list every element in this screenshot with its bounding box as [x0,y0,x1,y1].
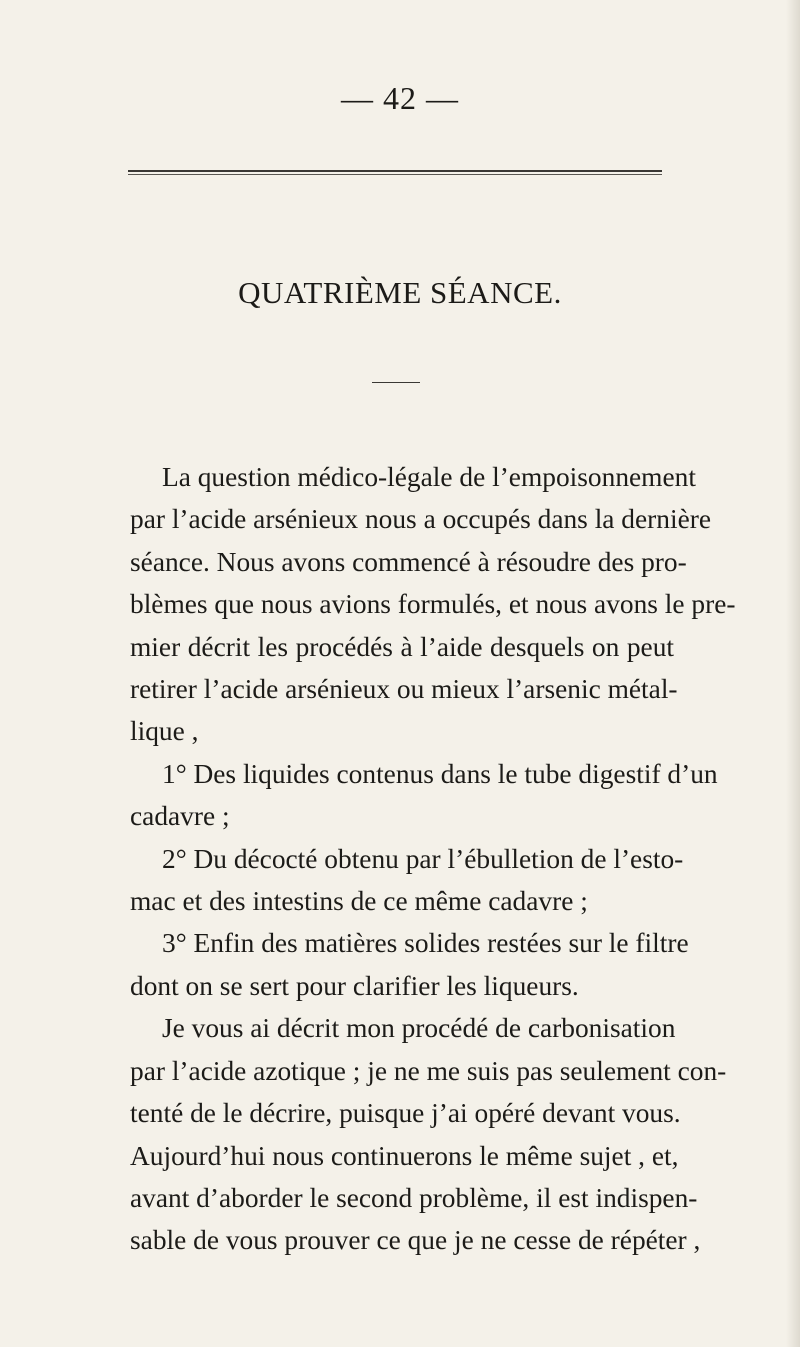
title-divider [372,382,420,383]
text-line: sable de vous prouver ce que je ne cesse de répéter , [130,1225,701,1256]
text-line: cadavre ; [130,801,230,832]
text-line: La question médico-légale de l’empoisonnement [162,462,696,492]
section-title: QUATRIÈME SÉANCE. [238,275,562,310]
text-line: lique , [130,716,199,747]
text-line: dont on se sert pour clarifier les liqueurs. [130,970,579,1001]
text-line: 3° Enfin des matières solides restées sur le filtre [162,928,689,959]
text-line: par l’acide azotique ; je ne me suis pas seulement con- [130,1055,727,1086]
text-line: Aujourd’hui nous continuerons le même sujet , et, [130,1140,679,1171]
text-line: 2° Du décocté obtenu par l’ébulletion de l’esto- [162,843,684,874]
text-line: avant d’aborder le second problème, il est indispen- [130,1182,698,1213]
text-line: 1° Des liquides contenus dans le tube digestif d’un [162,758,718,789]
header-rule [128,170,662,172]
page-number: — 42 — [341,80,459,116]
text-line: par l’acide arsénieux nous a occupés dans la dernière [130,504,712,535]
text-line: blèmes que nous avions formulés, et nous avons le pre- [130,589,736,620]
text-line: Je vous ai décrit mon procédé de carbonisation [162,1013,676,1044]
text-line: mier décrit les procédés à l’aide desquels on peut [130,631,674,662]
header-rule-thin [128,174,662,175]
text-line: tenté de le décrire, puisque j’ai opéré devant vous. [130,1098,681,1129]
page-edge-shadow [786,0,800,1347]
body-text [130,456,736,1262]
text-line: séance. Nous avons commencé à résoudre des pro- [130,546,687,577]
text-line: mac et des intestins de ce même cadavre ; [130,886,588,917]
text-line: retirer l’acide arsénieux ou mieux l’arsenic métal- [130,674,678,705]
